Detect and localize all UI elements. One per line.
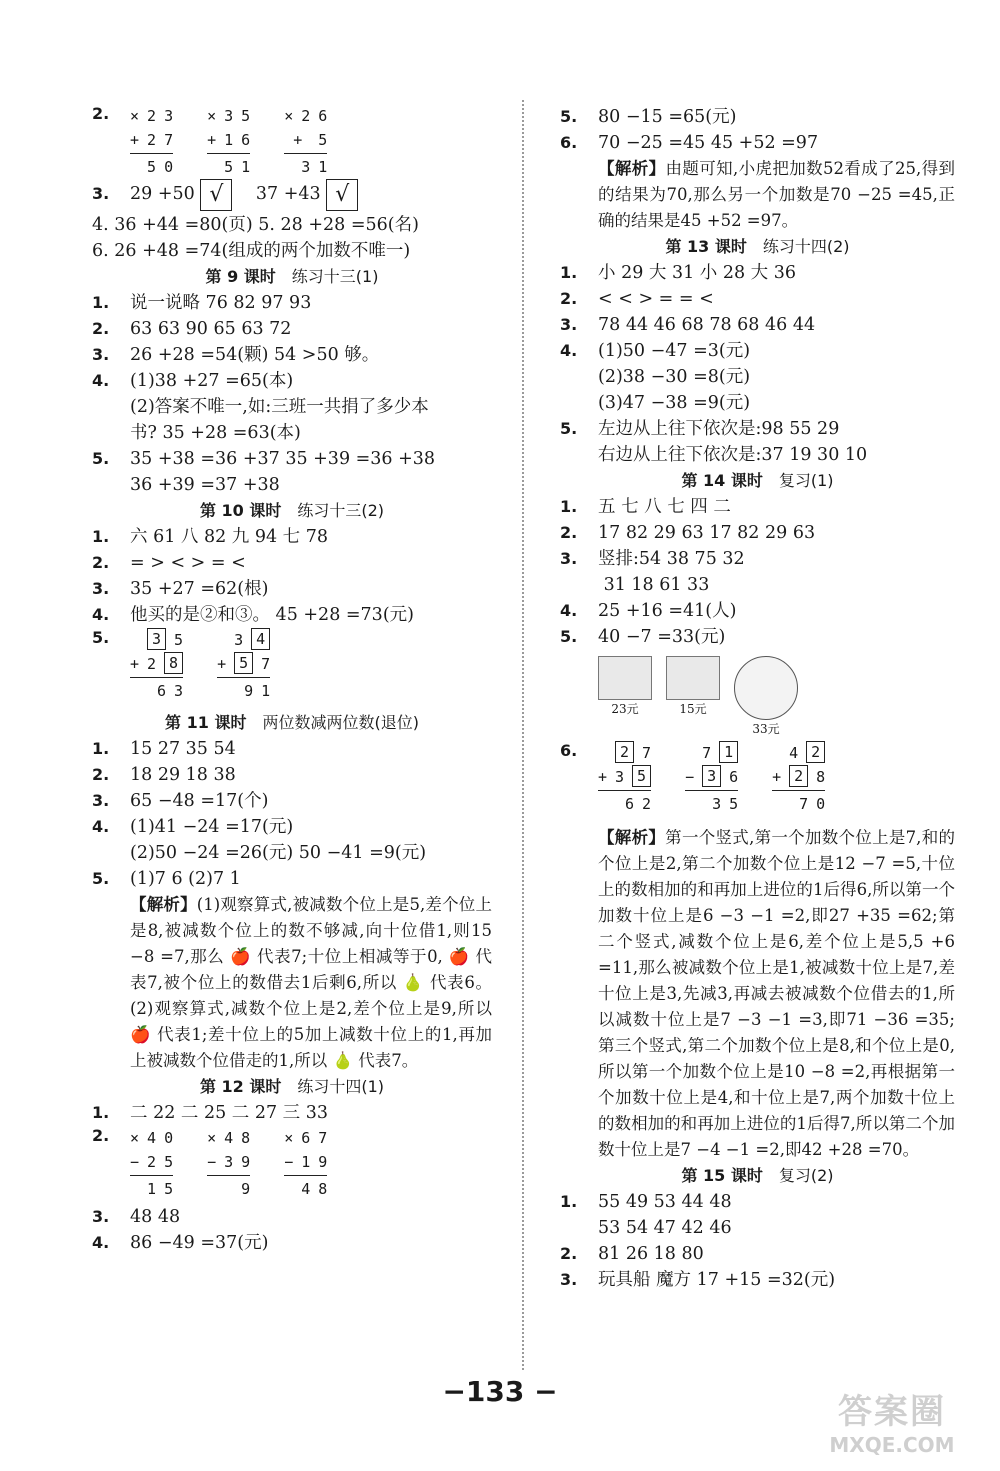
answer-line: 2. 63 63 90 65 63 72 [92, 319, 292, 339]
answer-line: 4. 他买的是②和③。 45 +28 =73(元) [92, 605, 414, 625]
answer-line: 3. 48 48 [92, 1207, 181, 1227]
vertical-calculation: × 2 6 + 5 3 1 [284, 107, 328, 176]
analysis-lesson-11: 【解析】(1)观察算式,被减数个位上是5,差个位上是8,被减数个位上的数不够减,向十位借1,则15 −8 =7,那么 🍎 代表7;十位上相减等于0, 🍎 代表7,被个位上的数借去1后剩6,所以 🍐 代表6。(2)观察算式,减数个位上是2,差个位上是9,所以 🍎 代表1;差十位上的5加上减数十位上的1,再加上被减数个位借走的1,所以 🍐 代表7。 [130, 895, 492, 1070]
answer-line: 31 18 61 33 [598, 575, 710, 595]
section-lesson-12-tail [92, 1204, 492, 1256]
line-q6: 6. 26 +48 =74(组成的两个加数不唯一) [92, 241, 411, 261]
watermark-logo: 答案圈 MXQE.COM [829, 1392, 955, 1457]
answer-line: 1. 小 29 大 31 小 28 大 36 [560, 263, 797, 283]
answer-line: 1. 六 61 八 82 九 94 七 78 [92, 527, 329, 547]
section-lesson-9 [92, 290, 492, 498]
left-column [92, 104, 492, 1256]
vertical-calculation: × 6 7 − 1 9 4 8 [284, 1129, 328, 1198]
answer-line: 36 +39 =37 +38 [130, 475, 280, 495]
answer-line: 6. 70 −25 =45 45 +52 =97 [560, 133, 819, 153]
answer-line: (2)50 −24 =26(元) 50 −41 =9(元) [130, 843, 427, 863]
check-box-2: √ [326, 179, 358, 211]
answer-line: 4. (1)38 +27 =65(本) [92, 371, 294, 391]
heading-lesson-12: 第 12 课时 练习十四(1) [199, 1077, 385, 1096]
answer-line: 5. 35 +38 =36 +37 35 +39 =36 +38 [92, 449, 436, 469]
section-lesson-10 [92, 524, 492, 628]
answer-line: 2. < < > = = < [560, 289, 714, 309]
answer-line: 右边从上往下依次是:37 19 30 10 [598, 445, 868, 465]
answer-line: 4. 86 −49 =37(元) [92, 1233, 269, 1253]
heading-lesson-14: 第 14 课时 复习(1) [681, 471, 834, 490]
page-number: −133 − [442, 1375, 558, 1408]
answer-line: 3. 78 44 46 68 78 68 46 44 [560, 315, 816, 335]
vertical-calculation: × 4 8 − 3 9 9 [207, 1129, 251, 1198]
answer-line: (2)答案不唯一,如:三班一共捐了多少本 [130, 397, 429, 417]
answer-line: 3. 35 +27 =62(根) [92, 579, 269, 599]
heading-lesson-9: 第 9 课时 练习十三(1) [205, 267, 379, 286]
answer-line: (2)38 −30 =8(元) [598, 367, 751, 387]
section-lesson-11 [92, 736, 492, 892]
vertical-calculation: × 3 5 + 1 6 5 1 [207, 107, 251, 176]
answer-line: 1. 55 49 53 44 48 [560, 1192, 732, 1212]
q2-vertical-calcs [92, 104, 492, 176]
line-q3: 3. 29 +50 √ 37 +43 √ [92, 176, 492, 212]
heading-lesson-15: 第 15 课时 复习(2) [681, 1166, 834, 1185]
answer-line: 2. 17 82 29 63 17 82 29 63 [560, 523, 816, 543]
answer-line: 5. 80 −15 =65(元) [560, 107, 737, 127]
answer-line: 3. 65 −48 =17(个) [92, 791, 269, 811]
q6-vertical-calcs: 6. 2 7 + 3 5 6 2 7 1 − 3 6 3 5 4 2 + 2 8 7 0 [560, 741, 955, 825]
check-box-1: √ [200, 179, 232, 211]
answer-line: 3. 26 +28 =54(颗) 54 >50 够。 [92, 345, 380, 365]
section-lesson-13 [560, 260, 955, 468]
answer-line: 5. (1)7 6 (2)7 1 [92, 869, 241, 889]
vertical-calculation: 7 1 − 3 6 3 5 [685, 743, 739, 813]
line-q4: 4. 36 +44 =80(页) 5. 28 +28 =56(名) [92, 215, 419, 235]
comic-picture: 15元 [666, 656, 720, 737]
answer-line: 2. 81 26 18 80 [560, 1244, 704, 1264]
section-lesson-15 [560, 1189, 955, 1293]
right-column [560, 104, 955, 1293]
q2-label: 2. [92, 104, 110, 123]
answer-line: 4. (1)41 −24 =17(元) [92, 817, 294, 837]
answer-line: 5. 40 −7 =33(元) [560, 627, 726, 647]
right-top-lines [560, 104, 955, 156]
answer-line: 2. = > < > = < [92, 553, 246, 573]
heading-lesson-11: 第 11 课时 两位数减两位数(退位) [165, 713, 419, 732]
vertical-calculation: 4 2 + 2 8 7 0 [772, 743, 826, 813]
vertical-calculation: × 4 0 − 2 5 1 5 [130, 1129, 174, 1198]
vertical-calculation: 2 7 + 3 5 6 2 [598, 743, 652, 813]
answer-line: 1. 五 七 八 七 四 二 [560, 497, 731, 517]
vertical-calculation: 3 4 + 5 7 9 1 [217, 630, 271, 700]
book-picture: 23元 [598, 656, 652, 737]
answer-line: 2. 18 29 18 38 [92, 765, 236, 785]
answer-line: 书? 35 +28 =63(本) [130, 423, 301, 443]
answer-line: 53 54 47 42 46 [598, 1218, 732, 1238]
heading-lesson-10: 第 10 课时 练习十三(2) [199, 501, 385, 520]
q12-vertical-calcs: 2. × 4 0 − 2 5 1 5 × 4 8 − 3 9 9 × 6 7 − 1 9 4 8 [92, 1126, 492, 1204]
answer-line: 5. 左边从上往下依次是:98 55 29 [560, 419, 840, 439]
heading-lesson-13: 第 13 课时 练习十四(2) [665, 237, 850, 256]
answer-line: 4. (1)50 −47 =3(元) [560, 341, 751, 361]
toy-picture: 33元 [734, 656, 798, 737]
answer-line: 1. 说一说略 76 82 97 93 [92, 293, 312, 313]
answer-line: (3)47 −38 =9(元) [598, 393, 751, 413]
analysis-q6: 【解析】由题可知,小虎把加数52看成了25,得到的结果为70,那么另一个加数是70 −25 =45,正确的结果是45 +52 =97。 [598, 159, 956, 230]
answer-line: 3. 玩具船 魔方 17 +15 =32(元) [560, 1270, 836, 1290]
vertical-calculation: × 2 3 + 2 7 5 0 [130, 107, 174, 176]
vertical-calculation: 3 5 + 2 8 6 3 [130, 630, 184, 700]
analysis-lesson-14: 【解析】第一个竖式,第一个加数个位上是7,和的个位上是2,第二个加数个位上是12 −7 =5,十位上的数相加的和再加上进位的1后得6,所以第一个加数十位上是6 −3 −1 =2,即27 +35 =62;第二个竖式,减数个位上是6,差个位上是5,5 +6 =11,那么被减数个位上是1,被减数十位上是7,差十位上是3,先减3,再减去被减数个位借去的1,所以减数十位上是7 −3 −1 =3,即71 −36 =35;第三个竖式,第二个加数个位上是8,和个位上是0,所以第一个加数个位上是10 −8 =2,再根据第一个加数十位上是4,和十位上是7,两个加数十位上的数相加的和再加上进位的1后得7,所以第二个加数十位上是7 −4 −1 =2,即42 +28 =70。 [598, 828, 956, 1159]
answer-line: 1. 15 27 35 54 [92, 739, 236, 759]
answer-line: 3. 竖排:54 38 75 32 [560, 549, 745, 569]
price-pictures [560, 656, 955, 737]
column-divider [522, 100, 524, 1370]
answer-line: 4. 25 +16 =41(人) [560, 601, 737, 621]
line-12-1: 1. 二 22 二 25 二 27 三 33 [92, 1103, 329, 1123]
section-lesson-14 [560, 494, 955, 650]
q5-vertical-calcs: 5. 3 5 + 2 8 6 3 3 4 + 5 7 9 1 [92, 628, 492, 710]
